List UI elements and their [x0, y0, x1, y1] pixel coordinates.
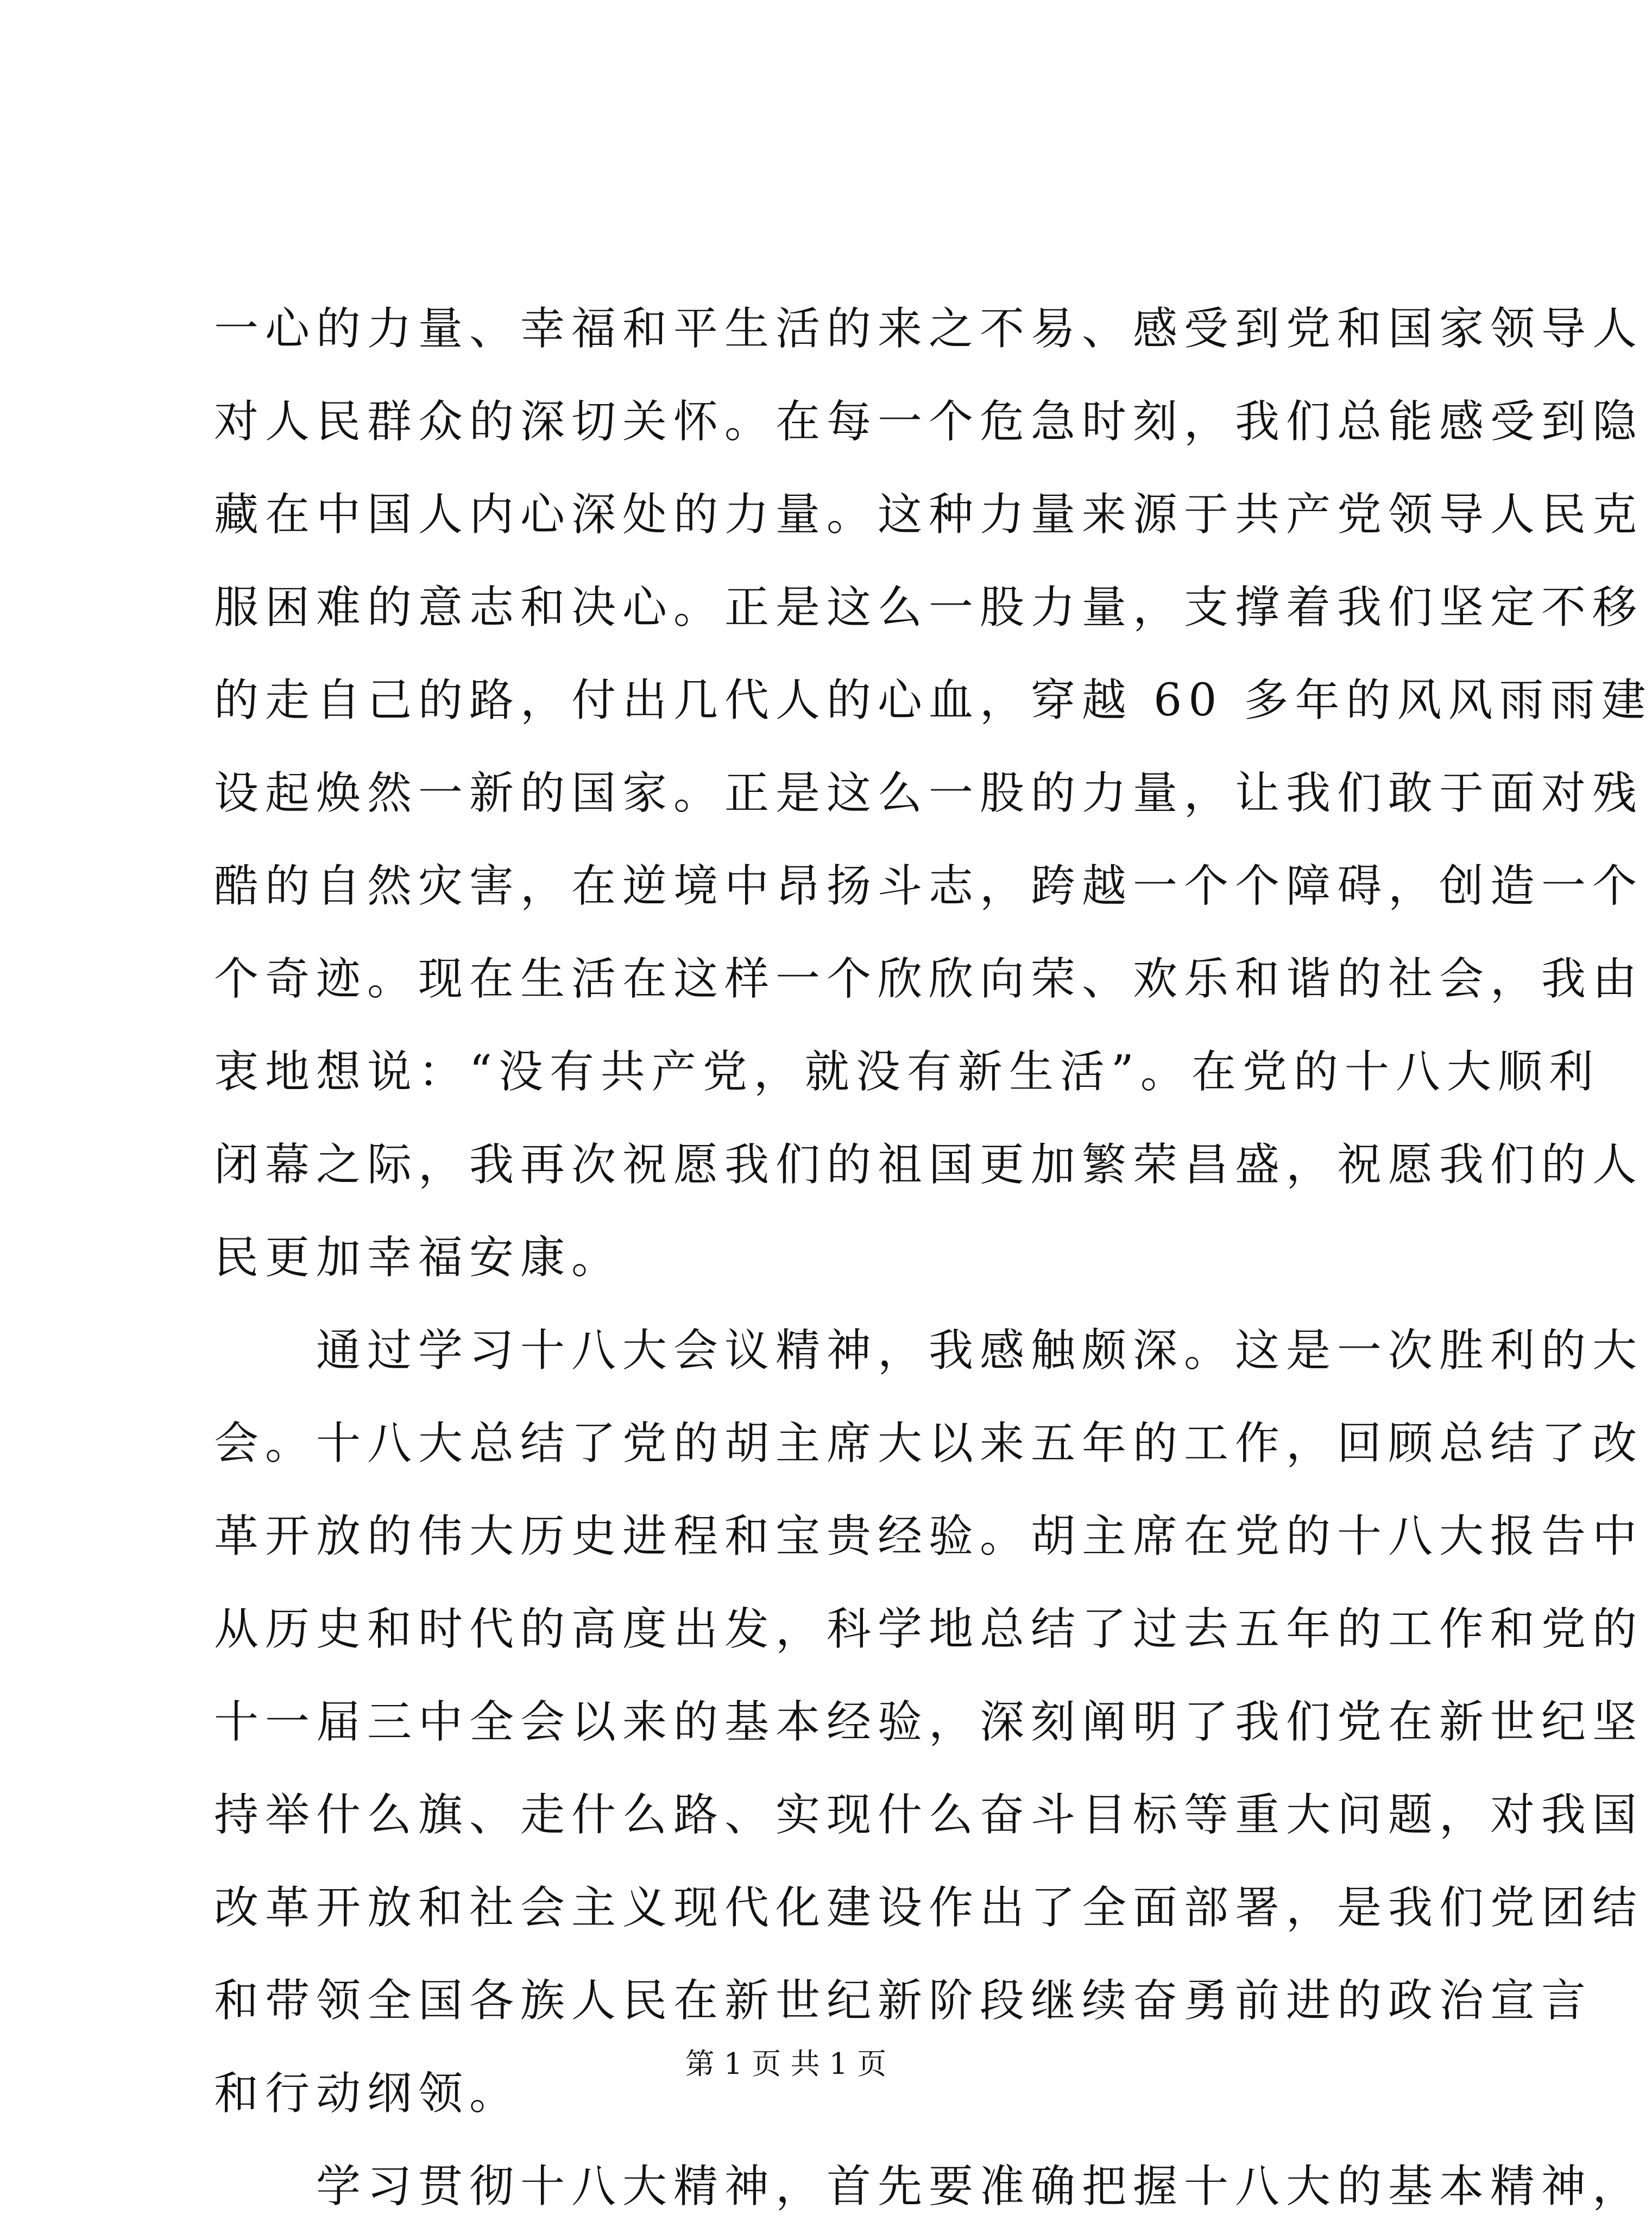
text-line: 和带领全国各族人民在新世纪新阶段继续奋勇前进的政治宣言	[214, 1975, 1593, 2027]
text-line: 和行动纲领。	[214, 2068, 521, 2119]
page-footer: 第 1 页 共 1 页	[685, 2047, 887, 2081]
text-line: 十一届三中全会以来的基本经验，深刻阐明了我们党在新世纪坚	[214, 1696, 1644, 1748]
text-line: 通过学习十八大会议精神，我感触颇深。这是一次胜利的大	[214, 1325, 1644, 1376]
text-line: 藏在中国人内心深处的力量。这种力量来源于共产党领导人民克	[214, 489, 1644, 540]
text-line: 会。十八大总结了党的胡主席大以来五年的工作，回顾总结了改	[214, 1418, 1644, 1469]
text-line: 个奇迹。现在生活在这样一个欣欣向荣、欢乐和谐的社会，我由	[214, 953, 1644, 1005]
text-line: 对人民群众的深切关怀。在每一个危急时刻，我们总能感受到隐	[214, 396, 1644, 448]
text-line: 的走自己的路，付出几代人的心血，穿越 60 多年的风风雨雨建	[214, 675, 1652, 726]
text-line: 学习贯彻十八大精神，首先要准确把握十八大的基本精神，	[214, 2161, 1644, 2212]
text-line: 革开放的伟大历史进程和宝贵经验。胡主席在党的十八大报告中	[214, 1511, 1644, 1562]
text-line: 改革开放和社会主义现代化建设作出了全面部署，是我们党团结	[214, 1882, 1644, 1934]
text-line: 从历史和时代的高度出发，科学地总结了过去五年的工作和党的	[214, 1603, 1644, 1655]
body-text	[214, 282, 1652, 2233]
text-line: 闭幕之际，我再次祝愿我们的祖国更加繁荣昌盛，祝愿我们的人	[214, 1139, 1644, 1191]
text-line: 一心的力量、幸福和平生活的来之不易、感受到党和国家领导人	[214, 303, 1644, 355]
text-line: 衷地想说：“没有共产党，就没有新生活”。在党的十八大顺利	[214, 1046, 1600, 1098]
text-line: 持举什么旗、走什么路、实现什么奋斗目标等重大问题，对我国	[214, 1789, 1644, 1841]
text-line: 设起焕然一新的国家。正是这么一股的力量，让我们敢于面对残	[214, 768, 1644, 819]
text-line: 服困难的意志和决心。正是这么一股力量，支撑着我们坚定不移	[214, 582, 1644, 633]
text-line: 民更加幸福安康。	[214, 1232, 623, 1284]
text-line: 酷的自然灾害，在逆境中昂扬斗志，跨越一个个障碍，创造一个	[214, 860, 1644, 912]
